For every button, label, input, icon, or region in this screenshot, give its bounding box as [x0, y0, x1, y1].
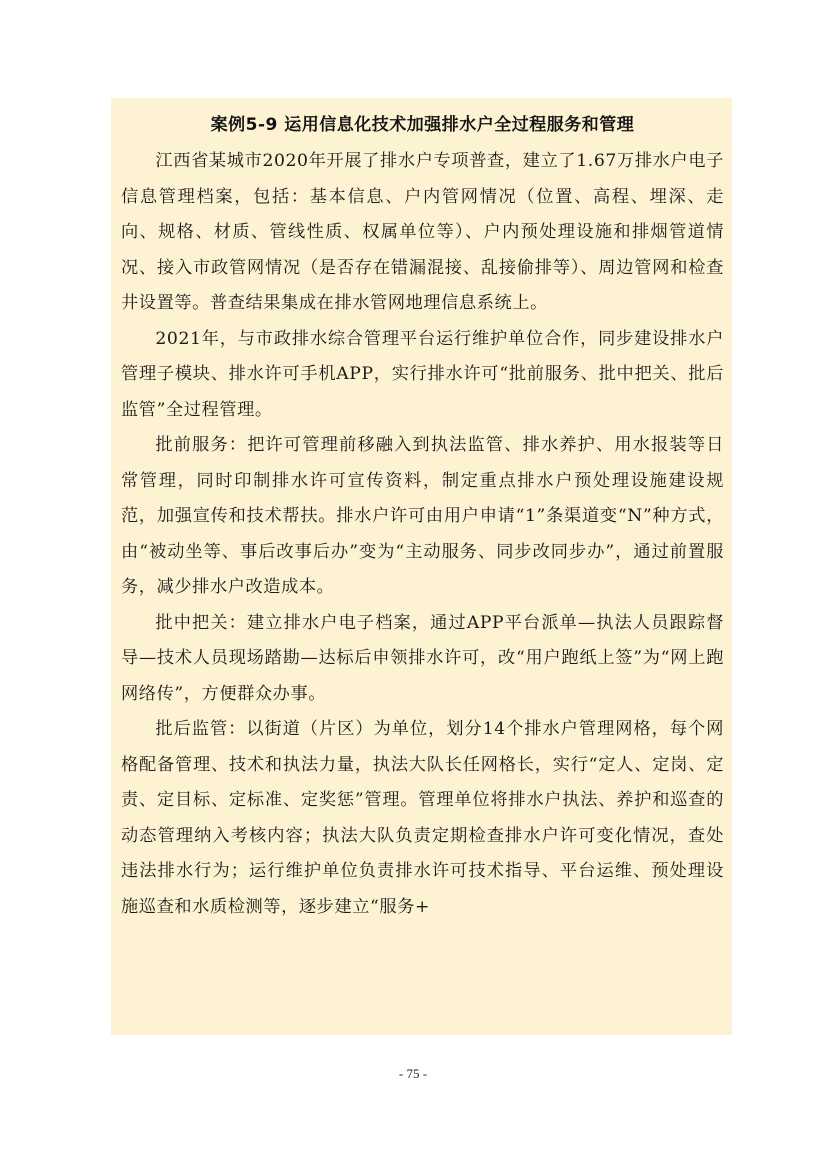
case-paragraph-survey: 江西省某城市2020年开展了排水户专项普查，建立了1.67万排水户电子信息管理档案，包括：基本信息、户内管网情况（位置、高程、埋深、走向、规格、材质、管线性质、权属单位等）、户内预处理设施和排烟管道情况、接入市政管网情况（是否存在错漏混接、乱接偷排等）、周边管网和检查井设置等。普查结果集成在排水管网地理信息系统上。 [121, 151, 724, 313]
case-study-box [111, 98, 732, 1035]
page-number: - 75 - [398, 1066, 428, 1081]
case-paragraph-in-approval: 批中把关：建立排水户电子档案，通过APP平台派单—执法人员跟踪督导—技术人员现场踏勘—达标后申领排水许可，改“用户跑纸上签”为“网上跑网络传”，方便群众办事。 [121, 612, 724, 704]
case-paragraph-platform: 2021年，与市政排水综合管理平台运行维护单位合作，同步建设排水户管理子模块、排水许可手机APP，实行排水许可“批前服务、批中把关、批后监管”全过程管理。 [121, 328, 724, 420]
case-paragraph-pre-approval: 批前服务：把许可管理前移融入到执法监管、排水养护、用水报装等日常管理，同时印制排水许可宣传资料，制定重点排水户预处理设施建设规范，加强宣传和技术帮扶。排水户许可由用户申请“1”条渠道变“N”种方式，由“被动坐等、事后改事后办”变为“主动服务、同步改同步办”，通过前置服务，减少排水户改造成本。 [121, 435, 724, 597]
case-paragraph-post-approval: 批后监管：以街道（片区）为单位，划分14个排水户管理网格，每个网格配备管理、技术和执法力量，执法大队长任网格长，实行“定人、定岗、定责、定目标、定标准、定奖惩”管理。管理单位将排水户执法、养护和巡查的动态管理纳入考核内容；执法大队负责定期检查排水户许可变化情况，查处违法排水行为；运行维护单位负责排水许可技术指导、平台运维、预处理设施巡查和水质检测等，逐步建立“服务+ [121, 719, 724, 917]
case-title: 案例5-9 运用信息化技术加强排水户全过程服务和管理 [210, 115, 635, 135]
